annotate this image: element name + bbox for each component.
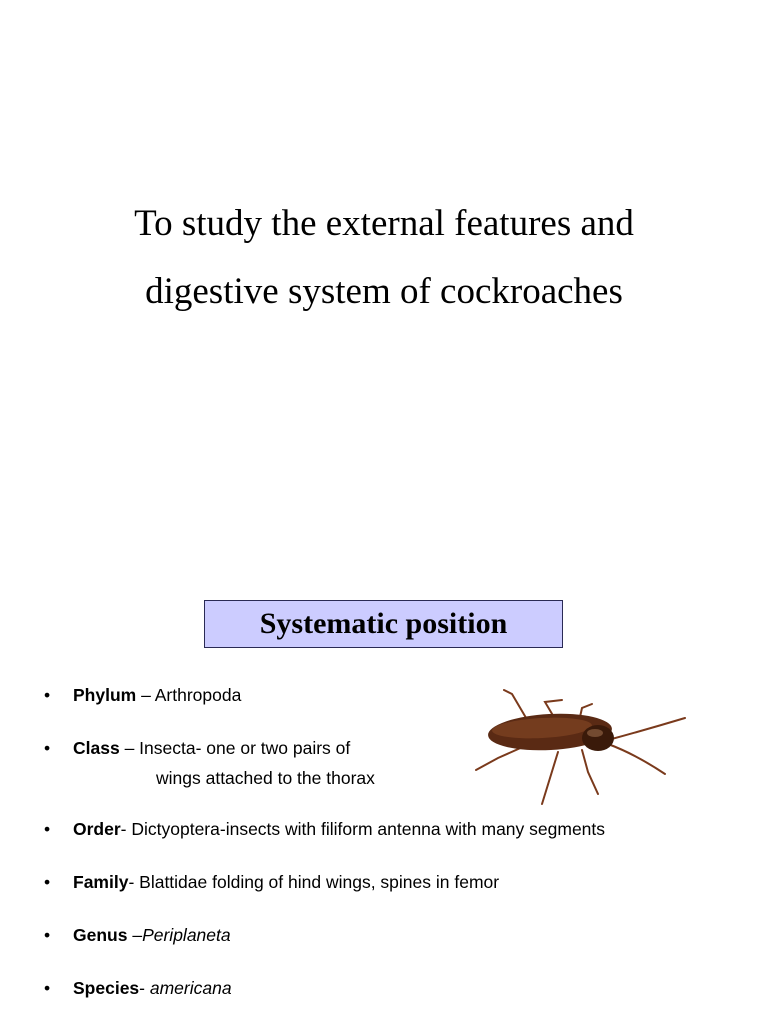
item-text: Arthropoda [154, 685, 242, 705]
item-text: americana [149, 978, 232, 998]
item-text-continuation: wings attached to the thorax [156, 768, 375, 788]
item-label: Class [73, 738, 120, 758]
title-line-2: digestive system of cockroaches [145, 271, 623, 312]
item-text: Insecta- one or two pairs of [139, 738, 351, 758]
item-text: Blattidae folding of hind wings, spines in femor [139, 872, 500, 892]
item-sep: – [136, 685, 155, 705]
item-sep: - [120, 819, 132, 839]
item-label: Family [73, 872, 129, 892]
item-label: Genus [73, 925, 128, 945]
section-heading-box [204, 600, 563, 648]
bullet-icon: • [44, 685, 51, 705]
item-sep: - [139, 978, 150, 998]
bullet-icon: • [44, 925, 51, 945]
cockroach-image [470, 682, 690, 812]
page-title [0, 190, 768, 326]
section-heading: Systematic position [259, 607, 508, 640]
item-label: Phylum [73, 685, 137, 705]
item-sep: – [119, 738, 140, 758]
item-label: Order [73, 819, 121, 839]
item-text: Periplaneta [142, 925, 231, 945]
bullet-icon: • [44, 978, 51, 998]
bullet-icon: • [44, 872, 51, 892]
bullet-icon: • [44, 819, 51, 839]
item-text: Dictyoptera-insects with filiform antenna with many segments [131, 819, 606, 839]
bullet-icon: • [44, 738, 51, 758]
item-sep: – [127, 925, 143, 945]
item-sep: - [128, 872, 140, 892]
title-line-1: To study the external features and [134, 203, 634, 244]
item-label: Species [73, 978, 140, 998]
